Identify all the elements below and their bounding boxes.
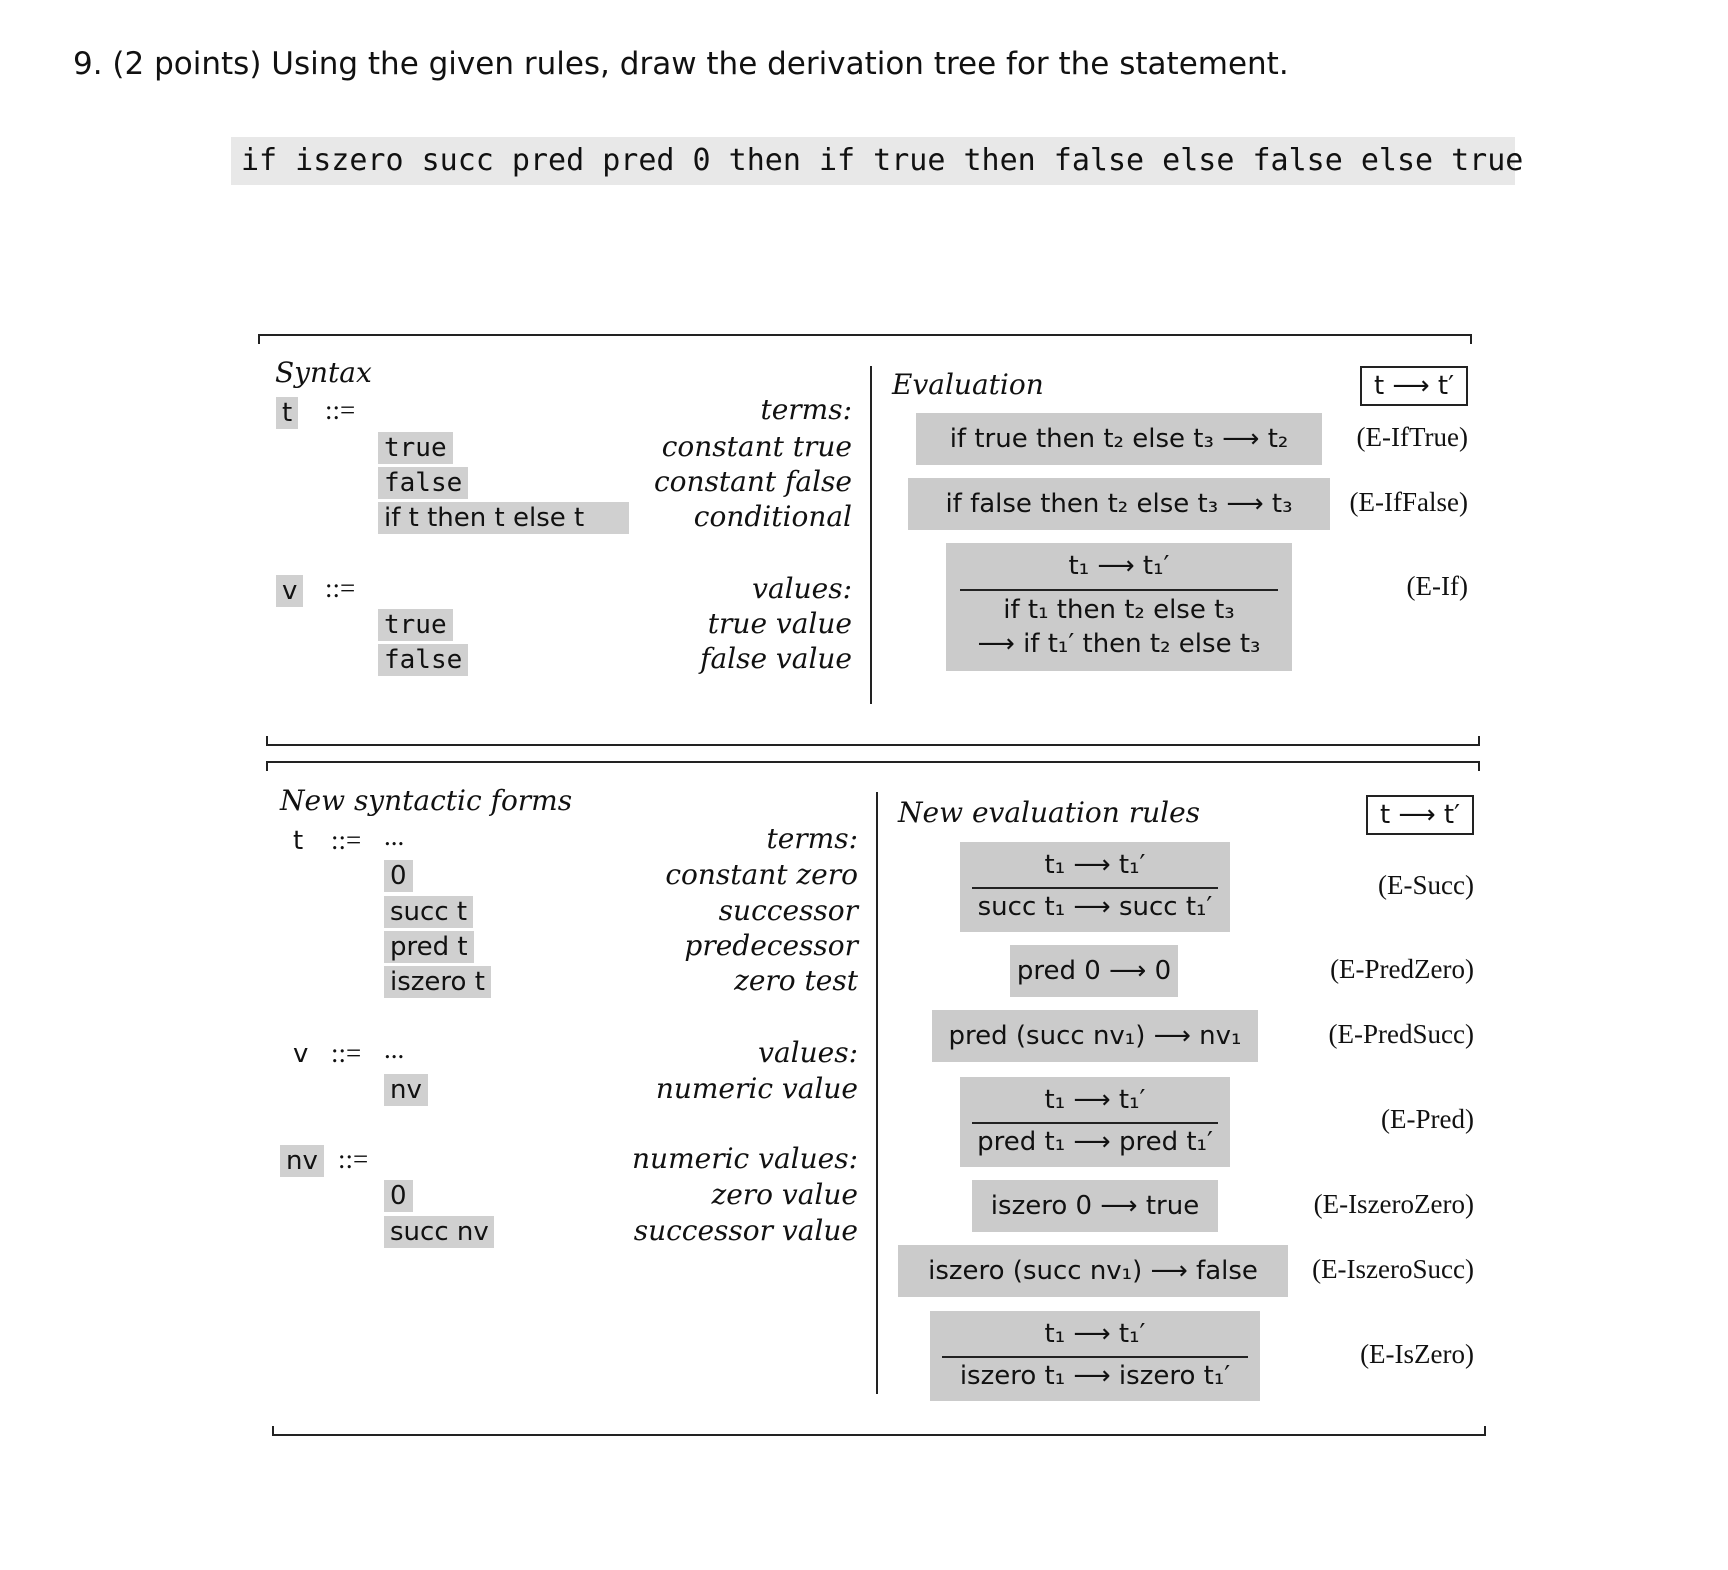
t-desc-true: constant true — [661, 430, 852, 463]
defeq-v: ::= — [325, 573, 356, 603]
e-iszero-conclusion: iszero t₁ ⟶ iszero t₁′ — [959, 1361, 1231, 1391]
e-succ-conclusion: succ t₁ ⟶ succ t₁′ — [977, 892, 1213, 922]
t-symbol-2: t — [293, 826, 304, 856]
rule-e-iszero — [930, 1311, 1260, 1401]
t-form-conditional: if t then t else t — [378, 502, 629, 534]
e-if-premise: t₁ ⟶ t₁′ — [1068, 551, 1170, 581]
ellipsis-t: ... — [384, 821, 405, 851]
e-if-conclusion-1: if t₁ then t₂ else t₃ — [1003, 595, 1235, 625]
evaluation-heading: Evaluation — [892, 368, 1044, 401]
rule-e-succ-name: (E-Succ) — [1378, 870, 1474, 900]
numeric-values-label: numeric values: — [632, 1142, 858, 1175]
e-pred-conclusion: pred t₁ ⟶ pred t₁′ — [977, 1127, 1213, 1157]
e-if-conclusion-2: ⟶ if t₁′ then t₂ else t₃ — [977, 629, 1261, 659]
values-label-2: values: — [758, 1036, 858, 1069]
t-desc-iszero: zero test — [734, 964, 858, 997]
e-pred-premise: t₁ ⟶ t₁′ — [1044, 1085, 1146, 1115]
nv-desc-succ: successor value — [633, 1214, 858, 1247]
syntax-heading: Syntax — [275, 356, 372, 389]
rule-e-predsucc-name: (E-PredSucc) — [1328, 1019, 1474, 1049]
rule-e-iszerosucc: iszero (succ nv₁) ⟶ false — [898, 1245, 1288, 1297]
terms-label: terms: — [760, 393, 852, 426]
t-symbol: t — [276, 397, 298, 429]
panel2-bottom-tick-right — [1484, 1426, 1486, 1436]
e-iszero-fraction-line — [942, 1356, 1248, 1358]
v-symbol: v — [276, 575, 303, 607]
t-form-pred: pred t — [384, 931, 474, 963]
defeq-nv: ::= — [338, 1144, 369, 1174]
t-desc-conditional: conditional — [693, 500, 852, 533]
v-form-true: true — [378, 609, 453, 641]
panel2-bottom-rule — [272, 1434, 1486, 1436]
t-desc-pred: predecessor — [684, 929, 858, 962]
rule-e-pred — [960, 1077, 1230, 1167]
panel1-top-tick-left — [258, 334, 260, 344]
t-form-succ: succ t — [384, 896, 473, 928]
rule-if-false-name: (E-IfFalse) — [1349, 487, 1468, 517]
defeq-t: ::= — [325, 395, 356, 425]
terms-label-2: terms: — [766, 822, 858, 855]
rule-e-predzero: pred 0 ⟶ 0 — [1010, 945, 1178, 997]
panel1-bottom-tick-left — [266, 736, 268, 746]
rule-e-if-name: (E-If) — [1406, 571, 1468, 601]
rule-e-predzero-name: (E-PredZero) — [1330, 954, 1474, 984]
rule-if-false: if false then t₂ else t₃ ⟶ t₃ — [908, 478, 1330, 530]
defeq-t-2: ::= — [331, 825, 362, 855]
v-desc-nv: numeric value — [655, 1072, 858, 1105]
question-text: 9. (2 points) Using the given rules, draw the derivation tree for the statement. — [73, 46, 1289, 82]
rule-e-if — [946, 543, 1292, 671]
panel1-top-rule — [258, 334, 1472, 336]
t-form-iszero: iszero t — [384, 966, 491, 998]
t-desc-succ: successor — [718, 894, 858, 927]
panel2-top-tick-right — [1478, 761, 1480, 771]
v-form-nv: nv — [384, 1074, 428, 1106]
panel1-top-tick-right — [1470, 334, 1472, 344]
t-form-false: false — [378, 467, 468, 499]
panel2-top-tick-left — [266, 761, 268, 771]
panel1-bottom-rule — [266, 744, 1480, 746]
panel2-top-rule — [266, 761, 1480, 763]
e-pred-fraction-line — [972, 1122, 1218, 1124]
rule-e-iszerozero-name: (E-IszeroZero) — [1313, 1189, 1474, 1219]
v-symbol-2: v — [293, 1039, 309, 1069]
v-desc-false: false value — [700, 642, 852, 675]
t-desc-false: constant false — [653, 465, 852, 498]
t-desc-zero: constant zero — [665, 858, 858, 891]
new-eval-heading: New evaluation rules — [898, 796, 1201, 829]
e-succ-fraction-line — [972, 887, 1218, 889]
nv-desc-zero: zero value — [711, 1178, 858, 1211]
t-form-true: true — [378, 432, 453, 464]
values-label: values: — [752, 572, 852, 605]
panel2-bottom-tick-left — [272, 1426, 274, 1436]
nv-form-succ: succ nv — [384, 1216, 494, 1248]
e-if-fraction-line — [960, 589, 1278, 591]
ellipsis-v: ... — [384, 1034, 405, 1064]
judgment-box-2: t ⟶ t′ — [1366, 795, 1474, 835]
panel1-divider — [870, 366, 872, 704]
nv-form-zero: 0 — [384, 1180, 413, 1212]
e-iszero-premise: t₁ ⟶ t₁′ — [1044, 1319, 1146, 1349]
judgment-box: t ⟶ t′ — [1360, 366, 1468, 406]
v-form-false: false — [378, 644, 468, 676]
rule-e-predsucc: pred (succ nv₁) ⟶ nv₁ — [932, 1010, 1258, 1062]
panel1-bottom-tick-right — [1478, 736, 1480, 746]
nv-symbol: nv — [280, 1145, 324, 1177]
rule-e-iszerosucc-name: (E-IszeroSucc) — [1312, 1254, 1474, 1284]
rule-e-iszero-name: (E-IsZero) — [1360, 1339, 1474, 1369]
e-succ-premise: t₁ ⟶ t₁′ — [1044, 850, 1146, 880]
rule-e-succ — [960, 842, 1230, 932]
panel2-divider — [876, 792, 878, 1394]
defeq-v-2: ::= — [331, 1038, 362, 1068]
rule-e-pred-name: (E-Pred) — [1381, 1104, 1474, 1134]
t-form-zero: 0 — [384, 860, 413, 892]
v-desc-true: true value — [707, 607, 852, 640]
rule-if-true: if true then t₂ else t₃ ⟶ t₂ — [916, 413, 1322, 465]
rule-if-true-name: (E-IfTrue) — [1356, 422, 1468, 452]
new-syntax-heading: New syntactic forms — [280, 784, 573, 817]
statement-code: if iszero succ pred pred 0 then if true then false else false else true — [231, 137, 1515, 185]
rule-e-iszerozero: iszero 0 ⟶ true — [972, 1180, 1218, 1232]
